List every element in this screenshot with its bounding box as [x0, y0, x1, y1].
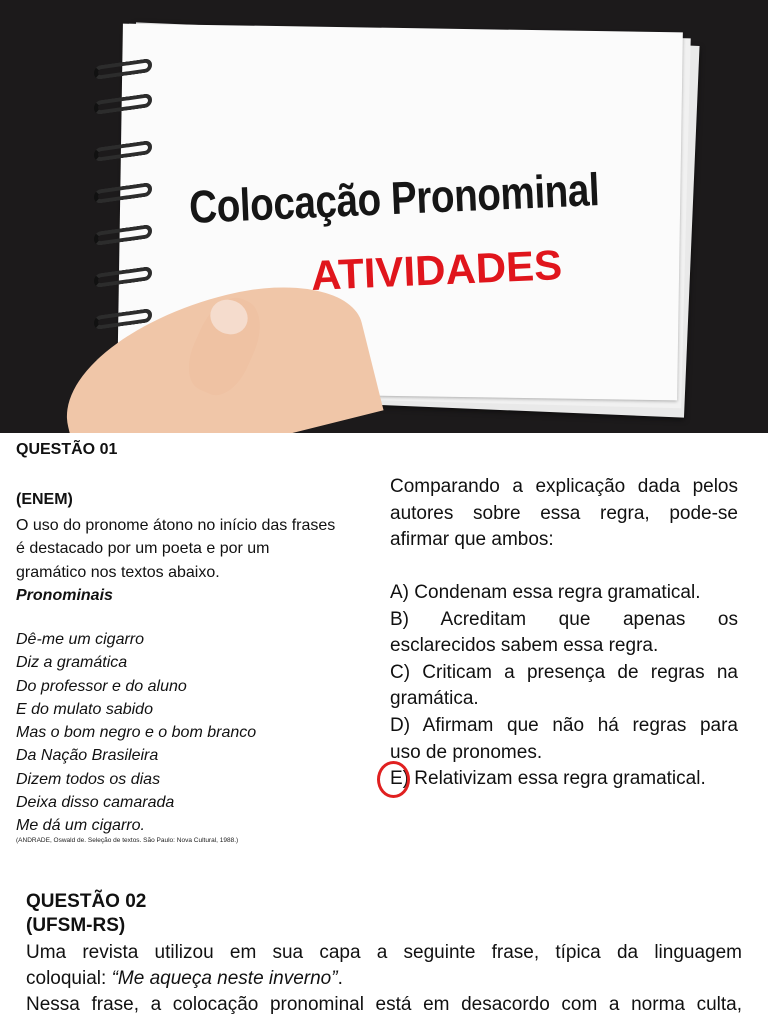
- q2-heading: QUESTÃO 02: [26, 891, 147, 912]
- q2-text: .: [337, 968, 343, 989]
- option-c-continued: gramática.: [390, 688, 479, 710]
- q1-source-tag: (ENEM): [16, 491, 73, 508]
- q1-prompt-line: autores sobre essa regra, pode-se: [390, 502, 738, 524]
- q2-line-quote: [26, 966, 343, 992]
- cover-banner: [0, 0, 768, 433]
- poem-citation: (ANDRADE, Oswald de. Seleção de textos. São Paulo: Nova Cultural, 1988.): [16, 837, 239, 844]
- option-a[interactable]: A) Condenam essa regra gramatical.: [390, 582, 701, 603]
- option-b[interactable]: B) Acreditam que apenas os: [390, 608, 738, 630]
- q2-text: coloquial:: [26, 968, 112, 989]
- q2-line: Nessa frase, a colocação pronominal está em desacordo com a norma culta,: [26, 994, 742, 1015]
- option-d-continued: uso de pronomes.: [390, 741, 543, 763]
- option-c[interactable]: C) Criticam a presença de regras na: [390, 661, 738, 683]
- q1-intro-line: gramático nos textos abaixo.: [16, 563, 220, 581]
- poem-line: Dê-me um cigarro: [16, 631, 145, 648]
- q1-prompt-line: Comparando a explicação dada pelos: [390, 476, 738, 497]
- banner-title: Colocação Pronominal: [188, 163, 601, 233]
- poem-line: Da Nação Brasileira: [16, 747, 159, 765]
- poem-line: Deixa disso camarada: [16, 794, 175, 812]
- q1-intro-line: é destacado por um poeta e por um: [16, 540, 270, 558]
- poem: [16, 628, 256, 838]
- option-d[interactable]: D) Afirmam que não há regras para: [390, 714, 738, 736]
- poem-line: E do mulato sabido: [16, 700, 153, 718]
- poem-line: Me dá um cigarro.: [16, 817, 145, 835]
- q2-source-tag: (UFSM-RS): [26, 915, 126, 936]
- poem-line: Mas o bom negro e o bom branco: [16, 724, 257, 742]
- q1-options: [390, 580, 738, 793]
- q1-intro: [16, 514, 335, 584]
- q1-heading: QUESTÃO 01: [16, 441, 118, 458]
- banner-subtitle: ATIVIDADES: [310, 241, 564, 299]
- option-b-continued: esclarecidos sabem essa regra.: [390, 635, 659, 657]
- q2-line: Uma revista utilizou em sua capa a seguinte frase, típica da linguagem: [26, 942, 742, 963]
- option-e[interactable]: E) Relativizam essa regra gramatical.: [390, 768, 706, 790]
- answer-circle-mark: [377, 761, 410, 798]
- q1-prompt: [390, 474, 738, 554]
- poem-line: Diz a gramática: [16, 654, 128, 672]
- poem-line: Do professor e do aluno: [16, 677, 187, 695]
- q1-prompt-line: afirmar que ambos:: [390, 529, 554, 551]
- q2-quote: “Me aqueça neste inverno”: [111, 968, 338, 989]
- poem-line: Dizem todos os dias: [16, 770, 161, 788]
- poem-title: Pronominais: [16, 587, 113, 604]
- q1-intro-line: O uso do pronome átono no início das frases: [16, 517, 336, 534]
